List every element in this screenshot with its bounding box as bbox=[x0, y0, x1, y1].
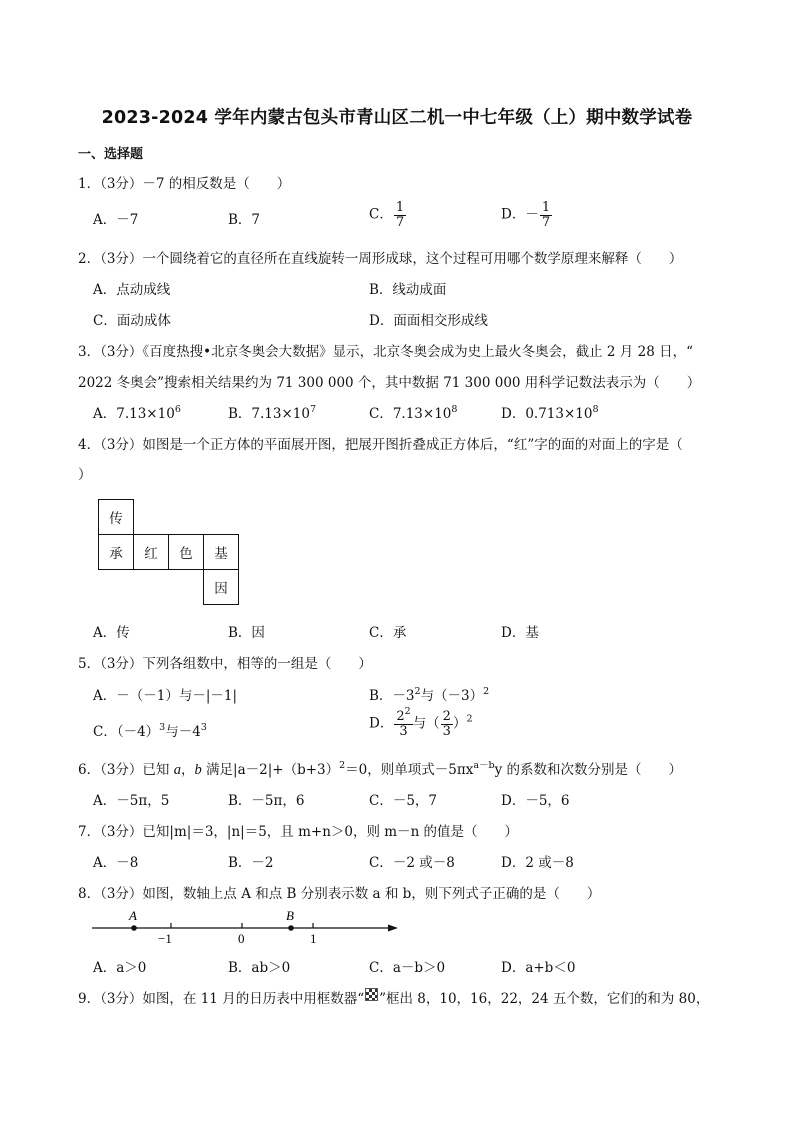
tick-label-minus-1: −1 bbox=[158, 931, 172, 946]
question-6-stem bbox=[78, 758, 682, 779]
q5-option-a: A．－（－1）与－|－1| bbox=[93, 688, 238, 704]
q6-stem-part2: 满足|a－2|+（b+3） bbox=[201, 762, 340, 778]
q1-option-d bbox=[501, 201, 552, 229]
q5-d-fraction-2 bbox=[441, 710, 453, 738]
question-7-stem: 7．（3分）已知|m|＝3，|n|＝5，且 m+n＞0，则 m－n 的值是（ ） bbox=[78, 824, 519, 840]
q5-d-connector: 与（ bbox=[412, 715, 440, 732]
q5-option-d bbox=[369, 706, 473, 739]
q6-stem-part3: ＝0，则单项式－5πx bbox=[345, 762, 474, 778]
q1-option-b: B．7 bbox=[228, 212, 261, 228]
q6-exp-ab: a－b bbox=[473, 760, 495, 771]
q5-d-label: D． bbox=[369, 715, 394, 732]
q3-option-c-exponent: 8 bbox=[451, 404, 458, 415]
q7-option-a: A．－8 bbox=[93, 855, 139, 871]
q9-stem-part2: ”框出 8，10，16，22，24 五个数，它们的和为 80， bbox=[379, 991, 710, 1007]
q4-option-d: D．基 bbox=[501, 625, 539, 641]
q7-option-c: C．－2 或－8 bbox=[369, 855, 455, 871]
q1-option-a: A．－7 bbox=[93, 212, 139, 228]
q3-option-d-base: D．0.713×10 bbox=[501, 406, 593, 422]
question-4-stem-line1: 4．（3分）如图是一个正方体的平面展开图，把展开图折叠成正方体后，“红”字的面的对面上的字是（ bbox=[78, 437, 683, 453]
net-cell-4: 基 bbox=[203, 534, 239, 570]
numerator-base: 2 bbox=[396, 709, 405, 724]
number-line-arrow bbox=[388, 925, 398, 932]
q3-option-b bbox=[228, 402, 316, 422]
q6-exp-2: 2 bbox=[339, 760, 346, 771]
question-8-stem: 8．（3分）如图，数轴上点 A 和点 B 分别表示数 a 和 b，则下列式子正确的是（ ） bbox=[78, 886, 601, 902]
q3-option-d bbox=[501, 402, 599, 422]
q8-option-b: B．ab＞0 bbox=[228, 960, 291, 976]
q5-b-exp2: 2 bbox=[483, 686, 490, 697]
fraction-numerator: 1 bbox=[395, 200, 405, 215]
q1-option-c-label: C． bbox=[369, 206, 393, 223]
q6-stem-part4: y 的系数和次数分别是（ ） bbox=[494, 762, 683, 778]
q5-c-exp2: 3 bbox=[200, 722, 207, 733]
q6-option-d: D．－5，6 bbox=[501, 793, 570, 809]
q3-option-c bbox=[369, 402, 457, 422]
numerator-exponent: 2 bbox=[404, 706, 411, 717]
q6-option-b: B．－5π，6 bbox=[228, 793, 305, 809]
q7-option-d: D．2 或－8 bbox=[501, 855, 574, 871]
point-a-label: A bbox=[129, 908, 137, 923]
point-b-label: B bbox=[286, 908, 294, 923]
q5-c-exp1: 3 bbox=[159, 722, 166, 733]
fraction-denominator: 7 bbox=[395, 214, 405, 230]
q3-option-a bbox=[93, 402, 181, 422]
q3-option-b-exponent: 7 bbox=[309, 404, 317, 415]
question-2-stem: 2．（3分）一个圆绕着它的直径所在直线旋转一周形成球，这个过程可用哪个数学原理来解释（ ） bbox=[78, 251, 683, 267]
q3-option-a-base: A．7.13×10 bbox=[93, 406, 175, 422]
q4-option-c: C．承 bbox=[369, 625, 407, 641]
point-b-dot bbox=[288, 925, 294, 931]
q5-b-exp1: 2 bbox=[414, 686, 421, 697]
fraction-denominator: 7 bbox=[541, 214, 551, 230]
fraction-numerator bbox=[394, 706, 412, 725]
calendar-frame-icon bbox=[365, 988, 378, 1001]
q6-sep: ， bbox=[180, 762, 195, 778]
q3-option-c-base: C．7.13×10 bbox=[369, 406, 452, 422]
q6-var-b: b bbox=[194, 762, 202, 778]
section-heading: 一、选择题 bbox=[78, 147, 144, 162]
q8-option-c: C．a－b＞0 bbox=[369, 960, 446, 976]
q1-option-c bbox=[369, 201, 406, 229]
q4-option-a: A．传 bbox=[93, 625, 130, 641]
q9-stem-part1: 9．（3分）如图，在 11 月的日历表中用框数器“ bbox=[78, 991, 365, 1007]
tick-label-1: 1 bbox=[310, 931, 317, 946]
question-4-stem-line2: ） bbox=[78, 467, 92, 483]
question-3-stem-line1: 3．（3分）《百度热搜•北京冬奥会大数据》显示，北京冬奥会成为史上最火冬奥会，截止 2 月 28 日，“ bbox=[78, 344, 693, 360]
q6-stem-part1: 6．（3分）已知 bbox=[78, 762, 174, 778]
q5-c-part2: 与－4 bbox=[165, 724, 201, 740]
q2-option-d: D．面面相交形成线 bbox=[369, 313, 488, 329]
q8-option-d: D．a+b＜0 bbox=[501, 960, 576, 976]
question-1-stem: 1．（3分）－7 的相反数是（ ） bbox=[78, 176, 291, 192]
q8-option-a: A．a＞0 bbox=[93, 960, 147, 976]
number-line-figure bbox=[90, 906, 410, 946]
q6-option-a: A．－5π，5 bbox=[93, 793, 170, 809]
q5-b-part2: 与（－3） bbox=[420, 688, 484, 704]
question-9-stem bbox=[78, 987, 709, 1007]
question-3-stem-line2: 2022 冬奥会”搜索相关结果约为 71 300 000 个，其中数据 71 300 000 用科学记数法表示为（ ） bbox=[78, 375, 701, 391]
point-a-dot bbox=[131, 925, 137, 931]
q6-option-c: C．－5，7 bbox=[369, 793, 438, 809]
net-cell-1: 承 bbox=[98, 534, 134, 570]
q1-option-d-label: D．－ bbox=[501, 206, 539, 223]
net-cell-top: 传 bbox=[98, 499, 134, 535]
fraction-numerator: 1 bbox=[541, 200, 551, 215]
q2-option-c: C．面动成体 bbox=[93, 313, 171, 329]
q1-option-c-fraction bbox=[394, 201, 406, 229]
q5-d-close-paren: ） bbox=[452, 715, 467, 732]
q5-d-exponent: 2 bbox=[466, 713, 473, 725]
question-5-stem: 5．（3分）下列各组数中，相等的一组是（ ） bbox=[78, 656, 372, 672]
net-cell-3: 色 bbox=[168, 534, 204, 570]
q5-b-part1: B．－3 bbox=[369, 688, 415, 704]
fraction-denominator: 3 bbox=[442, 723, 451, 739]
tick-label-0: 0 bbox=[238, 931, 245, 946]
q5-c-part1: C．（－4） bbox=[93, 724, 160, 740]
fraction-numerator: 2 bbox=[442, 709, 451, 724]
q3-option-a-exponent: 6 bbox=[174, 404, 181, 415]
q6-var-a: a bbox=[173, 762, 181, 778]
q5-option-b bbox=[369, 684, 489, 704]
net-cell-2: 红 bbox=[133, 534, 169, 570]
q5-option-c bbox=[93, 720, 207, 740]
q7-option-b: B．－2 bbox=[228, 855, 274, 871]
fraction-denominator: 3 bbox=[399, 723, 408, 739]
net-cell-bottom: 因 bbox=[203, 569, 239, 605]
q3-option-d-exponent: 8 bbox=[592, 404, 599, 415]
q3-option-b-base: B．7.13×10 bbox=[228, 406, 310, 422]
q2-option-b: B．线动成面 bbox=[369, 282, 447, 298]
q4-option-b: B．因 bbox=[228, 625, 265, 641]
q5-d-fraction-1 bbox=[394, 706, 412, 739]
exam-title: 2023-2024 学年内蒙古包头市青山区二机一中七年级（上）期中数学试卷 bbox=[101, 108, 693, 128]
q2-option-a: A．点动成线 bbox=[93, 282, 171, 298]
q1-option-d-fraction bbox=[540, 201, 552, 229]
